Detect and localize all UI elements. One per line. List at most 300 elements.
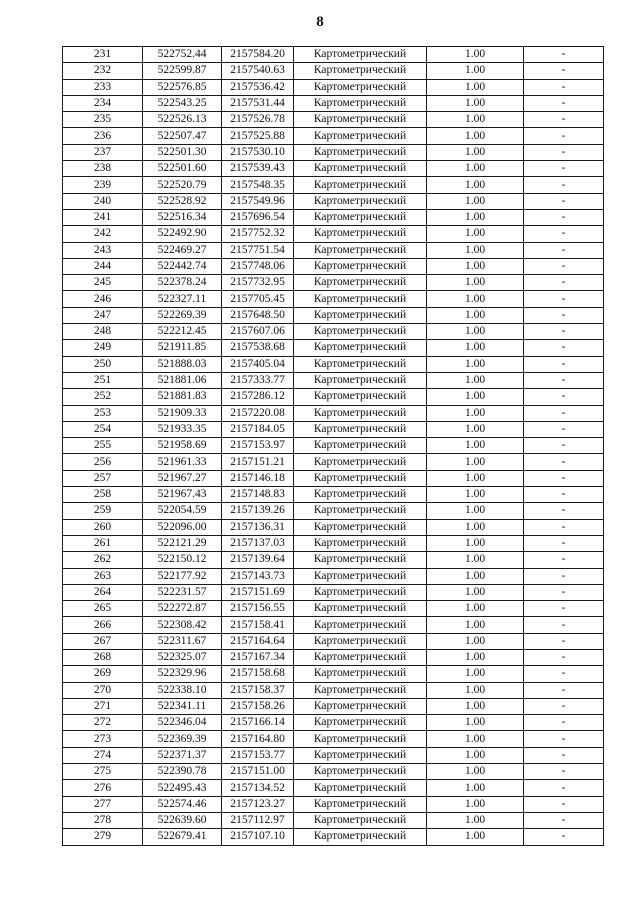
method-cell: Картометрический xyxy=(294,112,427,128)
method-cell: Картометрический xyxy=(294,226,427,242)
accuracy-cell: 1.00 xyxy=(427,161,524,177)
y-coordinate-cell: 2157153.97 xyxy=(222,438,294,454)
y-coordinate-cell: 2157549.96 xyxy=(222,193,294,209)
x-coordinate-cell: 522469.27 xyxy=(143,242,222,258)
y-coordinate-cell: 2157139.26 xyxy=(222,503,294,519)
description-cell: - xyxy=(524,747,604,763)
point-number-cell: 254 xyxy=(63,421,143,437)
point-number-cell: 255 xyxy=(63,438,143,454)
y-coordinate-cell: 2157123.27 xyxy=(222,796,294,812)
method-cell: Картометрический xyxy=(294,242,427,258)
y-coordinate-cell: 2157333.77 xyxy=(222,372,294,388)
table-row xyxy=(63,209,604,225)
description-cell: - xyxy=(524,568,604,584)
method-cell: Картометрический xyxy=(294,764,427,780)
description-cell: - xyxy=(524,829,604,845)
method-cell: Картометрический xyxy=(294,438,427,454)
point-number-cell: 270 xyxy=(63,682,143,698)
y-coordinate-cell: 2157530.10 xyxy=(222,144,294,160)
method-cell: Картометрический xyxy=(294,535,427,551)
method-cell: Картометрический xyxy=(294,747,427,763)
x-coordinate-cell: 522369.39 xyxy=(143,731,222,747)
description-cell: - xyxy=(524,438,604,454)
table-row xyxy=(63,552,604,568)
x-coordinate-cell: 522269.39 xyxy=(143,307,222,323)
method-cell: Картометрический xyxy=(294,63,427,79)
method-cell: Картометрический xyxy=(294,340,427,356)
accuracy-cell: 1.00 xyxy=(427,812,524,828)
x-coordinate-cell: 521961.33 xyxy=(143,454,222,470)
table-row xyxy=(63,568,604,584)
point-number-cell: 279 xyxy=(63,829,143,845)
y-coordinate-cell: 2157137.03 xyxy=(222,535,294,551)
accuracy-cell: 1.00 xyxy=(427,340,524,356)
method-cell: Картометрический xyxy=(294,503,427,519)
point-number-cell: 269 xyxy=(63,666,143,682)
y-coordinate-cell: 2157158.26 xyxy=(222,698,294,714)
table-row xyxy=(63,682,604,698)
table-row xyxy=(63,307,604,323)
coordinates-table xyxy=(62,46,604,846)
table-row xyxy=(63,812,604,828)
table-row xyxy=(63,144,604,160)
accuracy-cell: 1.00 xyxy=(427,796,524,812)
point-number-cell: 260 xyxy=(63,519,143,535)
table-row xyxy=(63,601,604,617)
point-number-cell: 259 xyxy=(63,503,143,519)
method-cell: Картометрический xyxy=(294,649,427,665)
accuracy-cell: 1.00 xyxy=(427,617,524,633)
description-cell: - xyxy=(524,421,604,437)
accuracy-cell: 1.00 xyxy=(427,258,524,274)
point-number-cell: 253 xyxy=(63,405,143,421)
table-row xyxy=(63,389,604,405)
method-cell: Картометрический xyxy=(294,389,427,405)
method-cell: Картометрический xyxy=(294,291,427,307)
description-cell: - xyxy=(524,519,604,535)
table-row xyxy=(63,242,604,258)
y-coordinate-cell: 2157164.80 xyxy=(222,731,294,747)
x-coordinate-cell: 522177.92 xyxy=(143,568,222,584)
point-number-cell: 231 xyxy=(63,47,143,63)
y-coordinate-cell: 2157167.34 xyxy=(222,649,294,665)
y-coordinate-cell: 2157136.31 xyxy=(222,519,294,535)
y-coordinate-cell: 2157112.97 xyxy=(222,812,294,828)
description-cell: - xyxy=(524,649,604,665)
point-number-cell: 266 xyxy=(63,617,143,633)
point-number-cell: 272 xyxy=(63,715,143,731)
y-coordinate-cell: 2157184.05 xyxy=(222,421,294,437)
y-coordinate-cell: 2157158.41 xyxy=(222,617,294,633)
x-coordinate-cell: 522639.60 xyxy=(143,812,222,828)
description-cell: - xyxy=(524,79,604,95)
accuracy-cell: 1.00 xyxy=(427,372,524,388)
y-coordinate-cell: 2157531.44 xyxy=(222,95,294,111)
method-cell: Картометрический xyxy=(294,487,427,503)
accuracy-cell: 1.00 xyxy=(427,128,524,144)
method-cell: Картометрический xyxy=(294,633,427,649)
accuracy-cell: 1.00 xyxy=(427,829,524,845)
point-number-cell: 235 xyxy=(63,112,143,128)
x-coordinate-cell: 522308.42 xyxy=(143,617,222,633)
table-row xyxy=(63,128,604,144)
y-coordinate-cell: 2157148.83 xyxy=(222,487,294,503)
point-number-cell: 233 xyxy=(63,79,143,95)
x-coordinate-cell: 522501.30 xyxy=(143,144,222,160)
y-coordinate-cell: 2157539.43 xyxy=(222,161,294,177)
x-coordinate-cell: 522679.41 xyxy=(143,829,222,845)
accuracy-cell: 1.00 xyxy=(427,535,524,551)
accuracy-cell: 1.00 xyxy=(427,209,524,225)
accuracy-cell: 1.00 xyxy=(427,584,524,600)
point-number-cell: 256 xyxy=(63,454,143,470)
description-cell: - xyxy=(524,812,604,828)
x-coordinate-cell: 522574.46 xyxy=(143,796,222,812)
method-cell: Картометрический xyxy=(294,144,427,160)
y-coordinate-cell: 2157139.64 xyxy=(222,552,294,568)
accuracy-cell: 1.00 xyxy=(427,568,524,584)
x-coordinate-cell: 522329.96 xyxy=(143,666,222,682)
table-row xyxy=(63,829,604,845)
x-coordinate-cell: 521881.06 xyxy=(143,372,222,388)
accuracy-cell: 1.00 xyxy=(427,193,524,209)
description-cell: - xyxy=(524,372,604,388)
accuracy-cell: 1.00 xyxy=(427,552,524,568)
x-coordinate-cell: 522752.44 xyxy=(143,47,222,63)
y-coordinate-cell: 2157151.00 xyxy=(222,764,294,780)
accuracy-cell: 1.00 xyxy=(427,324,524,340)
point-number-cell: 240 xyxy=(63,193,143,209)
point-number-cell: 232 xyxy=(63,63,143,79)
method-cell: Картометрический xyxy=(294,698,427,714)
description-cell: - xyxy=(524,275,604,291)
method-cell: Картометрический xyxy=(294,307,427,323)
accuracy-cell: 1.00 xyxy=(427,438,524,454)
point-number-cell: 261 xyxy=(63,535,143,551)
method-cell: Картометрический xyxy=(294,812,427,828)
description-cell: - xyxy=(524,796,604,812)
method-cell: Картометрический xyxy=(294,796,427,812)
method-cell: Картометрический xyxy=(294,372,427,388)
point-number-cell: 251 xyxy=(63,372,143,388)
table-row xyxy=(63,63,604,79)
point-number-cell: 239 xyxy=(63,177,143,193)
point-number-cell: 249 xyxy=(63,340,143,356)
x-coordinate-cell: 522311.67 xyxy=(143,633,222,649)
description-cell: - xyxy=(524,389,604,405)
method-cell: Картометрический xyxy=(294,682,427,698)
x-coordinate-cell: 522378.24 xyxy=(143,275,222,291)
y-coordinate-cell: 2157526.78 xyxy=(222,112,294,128)
table-row xyxy=(63,698,604,714)
method-cell: Картометрический xyxy=(294,519,427,535)
point-number-cell: 277 xyxy=(63,796,143,812)
x-coordinate-cell: 522495.43 xyxy=(143,780,222,796)
y-coordinate-cell: 2157146.18 xyxy=(222,470,294,486)
table-row xyxy=(63,258,604,274)
table-row xyxy=(63,340,604,356)
y-coordinate-cell: 2157107.10 xyxy=(222,829,294,845)
table-row xyxy=(63,421,604,437)
table-row xyxy=(63,112,604,128)
y-coordinate-cell: 2157696.54 xyxy=(222,209,294,225)
description-cell: - xyxy=(524,715,604,731)
y-coordinate-cell: 2157143.73 xyxy=(222,568,294,584)
table-row xyxy=(63,438,604,454)
point-number-cell: 243 xyxy=(63,242,143,258)
table-row xyxy=(63,519,604,535)
description-cell: - xyxy=(524,666,604,682)
x-coordinate-cell: 522442.74 xyxy=(143,258,222,274)
y-coordinate-cell: 2157220.08 xyxy=(222,405,294,421)
method-cell: Картометрический xyxy=(294,829,427,845)
description-cell: - xyxy=(524,112,604,128)
description-cell: - xyxy=(524,454,604,470)
point-number-cell: 263 xyxy=(63,568,143,584)
method-cell: Картометрический xyxy=(294,780,427,796)
x-coordinate-cell: 522338.10 xyxy=(143,682,222,698)
x-coordinate-cell: 522371.37 xyxy=(143,747,222,763)
description-cell: - xyxy=(524,324,604,340)
x-coordinate-cell: 521967.43 xyxy=(143,487,222,503)
accuracy-cell: 1.00 xyxy=(427,682,524,698)
x-coordinate-cell: 521881.83 xyxy=(143,389,222,405)
y-coordinate-cell: 2157732.95 xyxy=(222,275,294,291)
description-cell: - xyxy=(524,226,604,242)
description-cell: - xyxy=(524,617,604,633)
y-coordinate-cell: 2157153.77 xyxy=(222,747,294,763)
description-cell: - xyxy=(524,307,604,323)
coordinates-table-body xyxy=(63,47,604,846)
y-coordinate-cell: 2157705.45 xyxy=(222,291,294,307)
accuracy-cell: 1.00 xyxy=(427,275,524,291)
description-cell: - xyxy=(524,356,604,372)
table-row xyxy=(63,193,604,209)
accuracy-cell: 1.00 xyxy=(427,405,524,421)
table-row xyxy=(63,747,604,763)
y-coordinate-cell: 2157405.04 xyxy=(222,356,294,372)
table-row xyxy=(63,470,604,486)
point-number-cell: 274 xyxy=(63,747,143,763)
accuracy-cell: 1.00 xyxy=(427,79,524,95)
description-cell: - xyxy=(524,161,604,177)
accuracy-cell: 1.00 xyxy=(427,747,524,763)
y-coordinate-cell: 2157548.35 xyxy=(222,177,294,193)
description-cell: - xyxy=(524,47,604,63)
x-coordinate-cell: 521933.35 xyxy=(143,421,222,437)
x-coordinate-cell: 521909.33 xyxy=(143,405,222,421)
x-coordinate-cell: 522599.87 xyxy=(143,63,222,79)
accuracy-cell: 1.00 xyxy=(427,95,524,111)
accuracy-cell: 1.00 xyxy=(427,112,524,128)
table-row xyxy=(63,503,604,519)
y-coordinate-cell: 2157536.42 xyxy=(222,79,294,95)
accuracy-cell: 1.00 xyxy=(427,601,524,617)
table-row xyxy=(63,780,604,796)
point-number-cell: 258 xyxy=(63,487,143,503)
accuracy-cell: 1.00 xyxy=(427,715,524,731)
table-row xyxy=(63,454,604,470)
method-cell: Картометрический xyxy=(294,715,427,731)
method-cell: Картометрический xyxy=(294,95,427,111)
description-cell: - xyxy=(524,731,604,747)
page-number: 8 xyxy=(316,14,324,30)
accuracy-cell: 1.00 xyxy=(427,487,524,503)
point-number-cell: 236 xyxy=(63,128,143,144)
table-row xyxy=(63,275,604,291)
point-number-cell: 250 xyxy=(63,356,143,372)
description-cell: - xyxy=(524,584,604,600)
y-coordinate-cell: 2157751.54 xyxy=(222,242,294,258)
table-row xyxy=(63,764,604,780)
table-row xyxy=(63,487,604,503)
x-coordinate-cell: 522096.00 xyxy=(143,519,222,535)
point-number-cell: 238 xyxy=(63,161,143,177)
x-coordinate-cell: 522212.45 xyxy=(143,324,222,340)
y-coordinate-cell: 2157538.68 xyxy=(222,340,294,356)
description-cell: - xyxy=(524,682,604,698)
point-number-cell: 276 xyxy=(63,780,143,796)
table-row xyxy=(63,177,604,193)
y-coordinate-cell: 2157525.88 xyxy=(222,128,294,144)
point-number-cell: 271 xyxy=(63,698,143,714)
point-number-cell: 264 xyxy=(63,584,143,600)
x-coordinate-cell: 522492.90 xyxy=(143,226,222,242)
point-number-cell: 246 xyxy=(63,291,143,307)
method-cell: Картометрический xyxy=(294,584,427,600)
table-row xyxy=(63,535,604,551)
method-cell: Картометрический xyxy=(294,161,427,177)
y-coordinate-cell: 2157286.12 xyxy=(222,389,294,405)
description-cell: - xyxy=(524,698,604,714)
accuracy-cell: 1.00 xyxy=(427,307,524,323)
method-cell: Картометрический xyxy=(294,601,427,617)
accuracy-cell: 1.00 xyxy=(427,649,524,665)
x-coordinate-cell: 522543.25 xyxy=(143,95,222,111)
method-cell: Картометрический xyxy=(294,275,427,291)
description-cell: - xyxy=(524,95,604,111)
point-number-cell: 237 xyxy=(63,144,143,160)
y-coordinate-cell: 2157752.32 xyxy=(222,226,294,242)
table-row xyxy=(63,731,604,747)
method-cell: Картометрический xyxy=(294,405,427,421)
accuracy-cell: 1.00 xyxy=(427,47,524,63)
description-cell: - xyxy=(524,405,604,421)
method-cell: Картометрический xyxy=(294,209,427,225)
method-cell: Картометрический xyxy=(294,47,427,63)
description-cell: - xyxy=(524,470,604,486)
description-cell: - xyxy=(524,291,604,307)
description-cell: - xyxy=(524,144,604,160)
x-coordinate-cell: 522516.34 xyxy=(143,209,222,225)
point-number-cell: 265 xyxy=(63,601,143,617)
x-coordinate-cell: 522231.57 xyxy=(143,584,222,600)
point-number-cell: 273 xyxy=(63,731,143,747)
description-cell: - xyxy=(524,503,604,519)
table-row xyxy=(63,226,604,242)
x-coordinate-cell: 522325.07 xyxy=(143,649,222,665)
description-cell: - xyxy=(524,63,604,79)
description-cell: - xyxy=(524,780,604,796)
method-cell: Картометрический xyxy=(294,617,427,633)
accuracy-cell: 1.00 xyxy=(427,63,524,79)
method-cell: Картометрический xyxy=(294,177,427,193)
accuracy-cell: 1.00 xyxy=(427,780,524,796)
method-cell: Картометрический xyxy=(294,568,427,584)
x-coordinate-cell: 522054.59 xyxy=(143,503,222,519)
table-row xyxy=(63,47,604,63)
table-row xyxy=(63,95,604,111)
description-cell: - xyxy=(524,177,604,193)
table-row xyxy=(63,666,604,682)
description-cell: - xyxy=(524,193,604,209)
method-cell: Картометрический xyxy=(294,324,427,340)
description-cell: - xyxy=(524,487,604,503)
description-cell: - xyxy=(524,242,604,258)
accuracy-cell: 1.00 xyxy=(427,698,524,714)
y-coordinate-cell: 2157134.52 xyxy=(222,780,294,796)
description-cell: - xyxy=(524,764,604,780)
accuracy-cell: 1.00 xyxy=(427,144,524,160)
table-row xyxy=(63,796,604,812)
accuracy-cell: 1.00 xyxy=(427,291,524,307)
x-coordinate-cell: 522327.11 xyxy=(143,291,222,307)
accuracy-cell: 1.00 xyxy=(427,454,524,470)
method-cell: Картометрический xyxy=(294,731,427,747)
accuracy-cell: 1.00 xyxy=(427,356,524,372)
table-row xyxy=(63,584,604,600)
y-coordinate-cell: 2157607.06 xyxy=(222,324,294,340)
y-coordinate-cell: 2157151.69 xyxy=(222,584,294,600)
table-row xyxy=(63,79,604,95)
x-coordinate-cell: 522390.78 xyxy=(143,764,222,780)
y-coordinate-cell: 2157164.64 xyxy=(222,633,294,649)
point-number-cell: 267 xyxy=(63,633,143,649)
y-coordinate-cell: 2157648.50 xyxy=(222,307,294,323)
x-coordinate-cell: 522272.87 xyxy=(143,601,222,617)
y-coordinate-cell: 2157158.37 xyxy=(222,682,294,698)
accuracy-cell: 1.00 xyxy=(427,633,524,649)
x-coordinate-cell: 522526.13 xyxy=(143,112,222,128)
point-number-cell: 244 xyxy=(63,258,143,274)
method-cell: Картометрический xyxy=(294,470,427,486)
table-row xyxy=(63,715,604,731)
accuracy-cell: 1.00 xyxy=(427,764,524,780)
point-number-cell: 268 xyxy=(63,649,143,665)
table-row xyxy=(63,161,604,177)
y-coordinate-cell: 2157151.21 xyxy=(222,454,294,470)
accuracy-cell: 1.00 xyxy=(427,226,524,242)
point-number-cell: 234 xyxy=(63,95,143,111)
point-number-cell: 248 xyxy=(63,324,143,340)
description-cell: - xyxy=(524,258,604,274)
point-number-cell: 275 xyxy=(63,764,143,780)
table-row xyxy=(63,291,604,307)
x-coordinate-cell: 522520.79 xyxy=(143,177,222,193)
point-number-cell: 278 xyxy=(63,812,143,828)
table-row xyxy=(63,617,604,633)
x-coordinate-cell: 522528.92 xyxy=(143,193,222,209)
method-cell: Картометрический xyxy=(294,454,427,470)
method-cell: Картометрический xyxy=(294,666,427,682)
accuracy-cell: 1.00 xyxy=(427,666,524,682)
x-coordinate-cell: 522576.85 xyxy=(143,79,222,95)
description-cell: - xyxy=(524,633,604,649)
y-coordinate-cell: 2157166.14 xyxy=(222,715,294,731)
description-cell: - xyxy=(524,128,604,144)
accuracy-cell: 1.00 xyxy=(427,470,524,486)
y-coordinate-cell: 2157748.06 xyxy=(222,258,294,274)
